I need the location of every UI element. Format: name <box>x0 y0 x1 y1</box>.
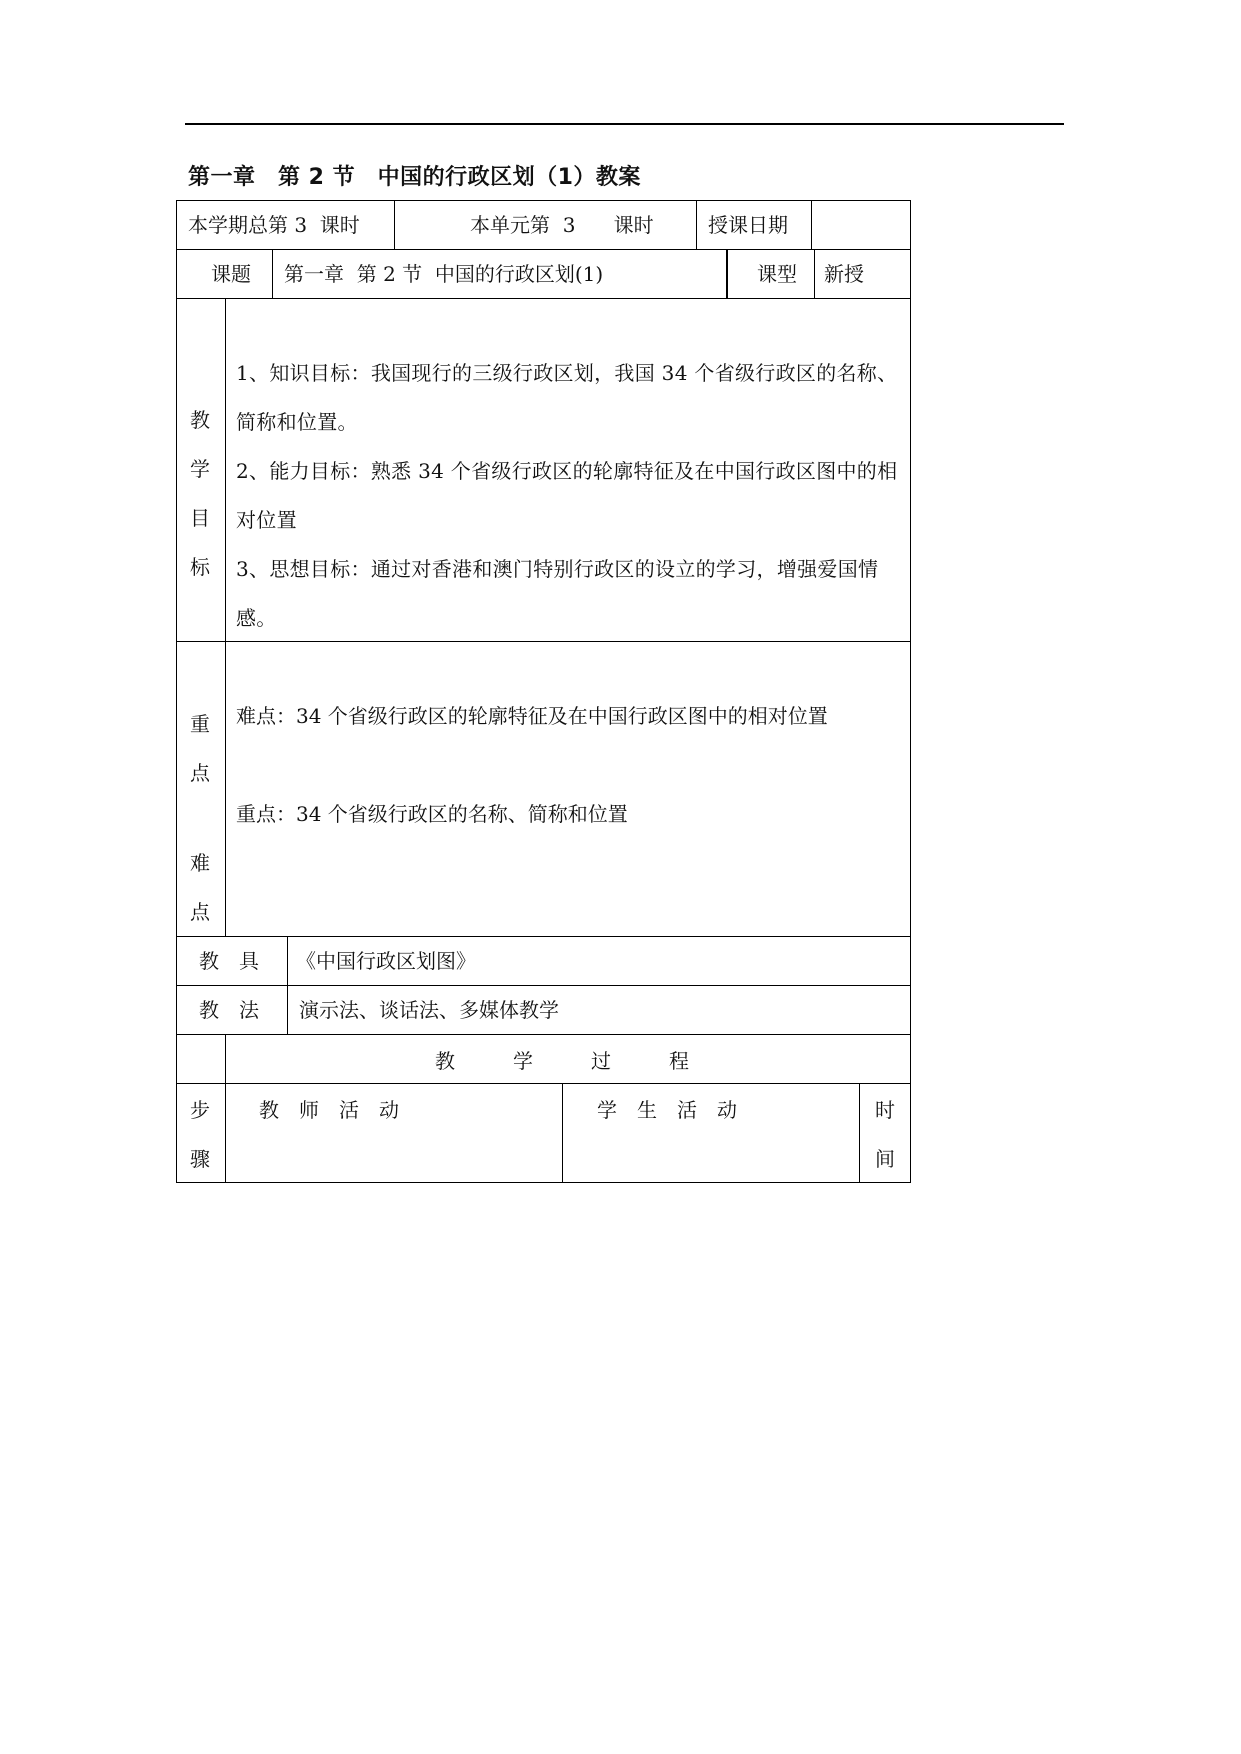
document-title: 第一章 第 2 节 中国的行政区划（1）教案 <box>188 165 641 190</box>
date-label-text: 授课日期 <box>708 213 788 237</box>
time-label-char: 时 <box>875 1098 895 1122</box>
objective-attitude: 3、思想目标：通过对香港和澳门特别行政区的设立的学习，增强爱国情感。 <box>236 557 879 630</box>
methods-value-text: 演示法、谈话法、多媒体教学 <box>299 998 559 1022</box>
keypoints-label-char: 难 <box>190 851 210 875</box>
keypoints-label <box>185 700 215 937</box>
objectives-label-char: 教 <box>190 408 210 432</box>
topic-label-text: 课题 <box>211 262 251 286</box>
key-point-text: 重点：34 个省级行政区的名称、简称和位置 <box>236 802 628 826</box>
time-label-char: 间 <box>875 1147 895 1171</box>
objectives-list <box>236 349 904 643</box>
header-rule <box>185 123 1064 125</box>
tools-label-text: 教 具 <box>199 949 259 973</box>
student-activity-label: 学 生 活 动 <box>597 1098 737 1122</box>
keypoints-label-char: 点 <box>190 900 210 924</box>
methods-label-text: 教 法 <box>199 998 259 1022</box>
total-lesson-text: 本学期总第 3 课时 <box>188 213 360 237</box>
keypoints-content-cell <box>225 641 911 937</box>
topic-value-text: 第一章 第 2 节 中国的行政区划(1) <box>284 262 604 286</box>
date-value-cell[interactable] <box>811 200 911 250</box>
difficulty-text: 难点：34 个省级行政区的轮廓特征及在中国行政区图中的相对位置 <box>236 704 828 728</box>
time-label <box>870 1096 900 1173</box>
process-heading: 教 学 过 程 <box>435 1049 695 1073</box>
objectives-label-char: 学 <box>190 457 210 481</box>
keypoints-label-char: 点 <box>190 761 210 785</box>
type-value-text: 新授 <box>824 262 864 286</box>
type-label-text: 课型 <box>757 262 797 286</box>
objectives-label <box>185 396 215 592</box>
objective-ability: 2、能力目标：熟悉 34 个省级行政区的轮廓特征及在中国行政区图中的相对位置 <box>236 459 898 532</box>
teacher-activity-label: 教 师 活 动 <box>259 1098 399 1122</box>
objective-knowledge: 1、知识目标：我国现行的三级行政区划，我国 34 个省级行政区的名称、简称和位置。 <box>236 361 898 434</box>
objectives-label-char: 标 <box>190 555 210 579</box>
process-blank-cell <box>176 1034 226 1084</box>
keypoints-label-char: 重 <box>190 712 210 736</box>
unit-lesson-text: 本单元第 3 课时 <box>470 213 654 237</box>
tools-value-text: 《中国行政区划图》 <box>296 949 476 973</box>
objectives-label-char: 目 <box>190 506 210 530</box>
step-label-char: 步 <box>190 1098 210 1122</box>
step-label <box>185 1096 215 1173</box>
step-label-char: 骤 <box>190 1147 210 1171</box>
